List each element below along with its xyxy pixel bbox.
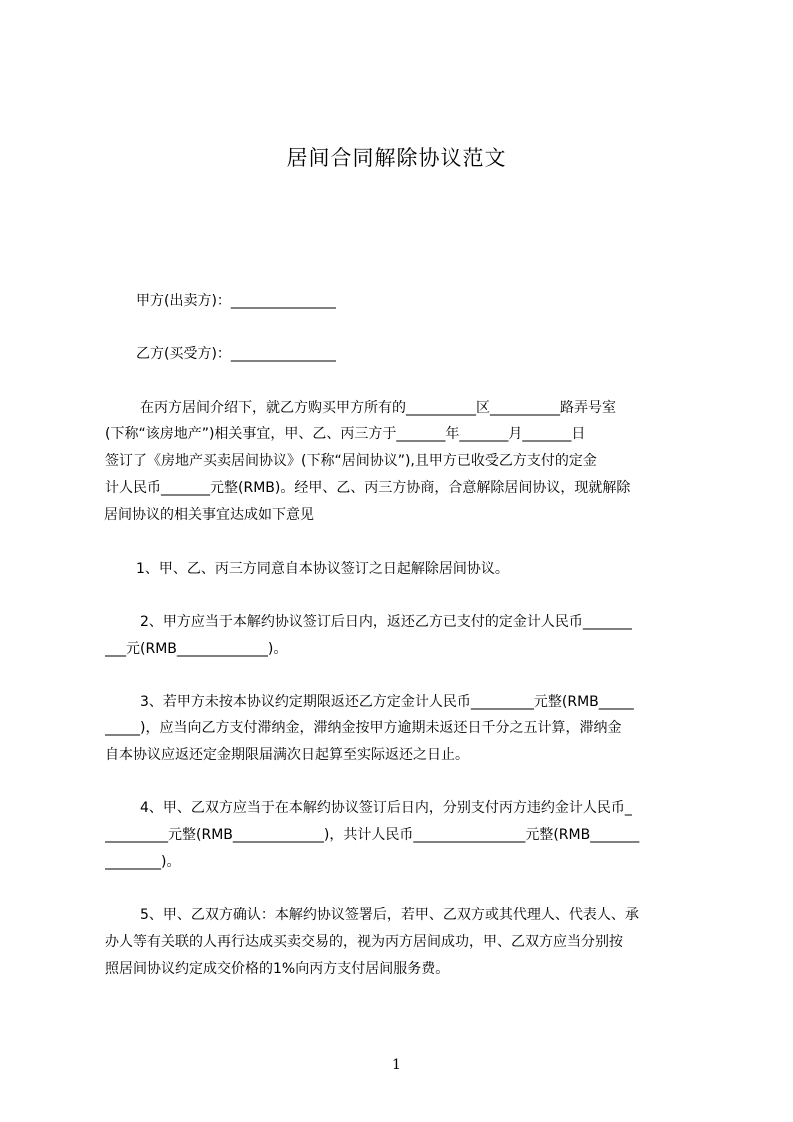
clause-5-line: 照居间协议约定成交价格的1%向丙方支付居间服务费。 bbox=[105, 961, 450, 977]
intro-line: 在丙方居间介绍下，就乙方购买甲方所有的__________区__________路弄号室 bbox=[140, 400, 616, 416]
party-b-line: 乙方(买受方)：_______________ bbox=[136, 346, 336, 362]
clause-5-line: 办人等有关联的人再行达成买卖交易的，视为丙方居间成功，甲、乙双方应当分别按 bbox=[105, 934, 623, 950]
clause-2-line: ___元(RMB_____________)。 bbox=[105, 641, 288, 657]
party-a-line: 甲方(出卖方)：_______________ bbox=[136, 293, 336, 309]
clause-4-line: 4、甲、乙双方应当于在本解约协议签订后日内，分别支付丙方违约金计人民币_ bbox=[140, 800, 632, 816]
document-title: 居间合同解除协议范文 bbox=[286, 146, 507, 170]
intro-line: (下称“该房地产”)相关事宜，甲、乙、丙三方于_______年_______月_______日 bbox=[105, 426, 586, 442]
intro-line: 计人民币_______元整(RMB)。经甲、乙、丙三方协商，合意解除居间协议，现就解除 bbox=[105, 480, 631, 496]
intro-line: 签订了《房地产买卖居间协议》(下称“居间协议”),且甲方已收受乙方支付的定金 bbox=[105, 453, 597, 469]
clause-3-line: 3、若甲方未按本协议约定期限返还乙方定金计人民币_________元整(RMB_____ bbox=[140, 694, 634, 710]
page-number: 1 bbox=[392, 1057, 401, 1073]
clause-4-line: ________)。 bbox=[105, 854, 181, 870]
clause-3-line: _____)，应当向乙方支付滞纳金，滞纳金按甲方逾期未返还日千分之五计算，滞纳金 bbox=[105, 720, 622, 736]
clause-4-line: _________元整(RMB_____________)，共计人民币________________元整(RMB_______ bbox=[105, 827, 640, 843]
clause-1-line: 1、甲、乙、丙三方同意自本协议签订之日起解除居间协议。 bbox=[136, 561, 509, 577]
clause-2-line: 2、甲方应当于本解约协议签订后日内，返还乙方已支付的定金计人民币_______ bbox=[140, 614, 632, 630]
clause-5-line: 5、甲、乙双方确认：本解约协议签署后，若甲、乙双方或其代理人、代表人、承 bbox=[140, 907, 639, 923]
clause-3-line: 自本协议应返还定金期限届满次日起算至实际返还之日止。 bbox=[105, 747, 469, 763]
intro-line: 居间协议的相关事宜达成如下意见 bbox=[104, 507, 314, 523]
